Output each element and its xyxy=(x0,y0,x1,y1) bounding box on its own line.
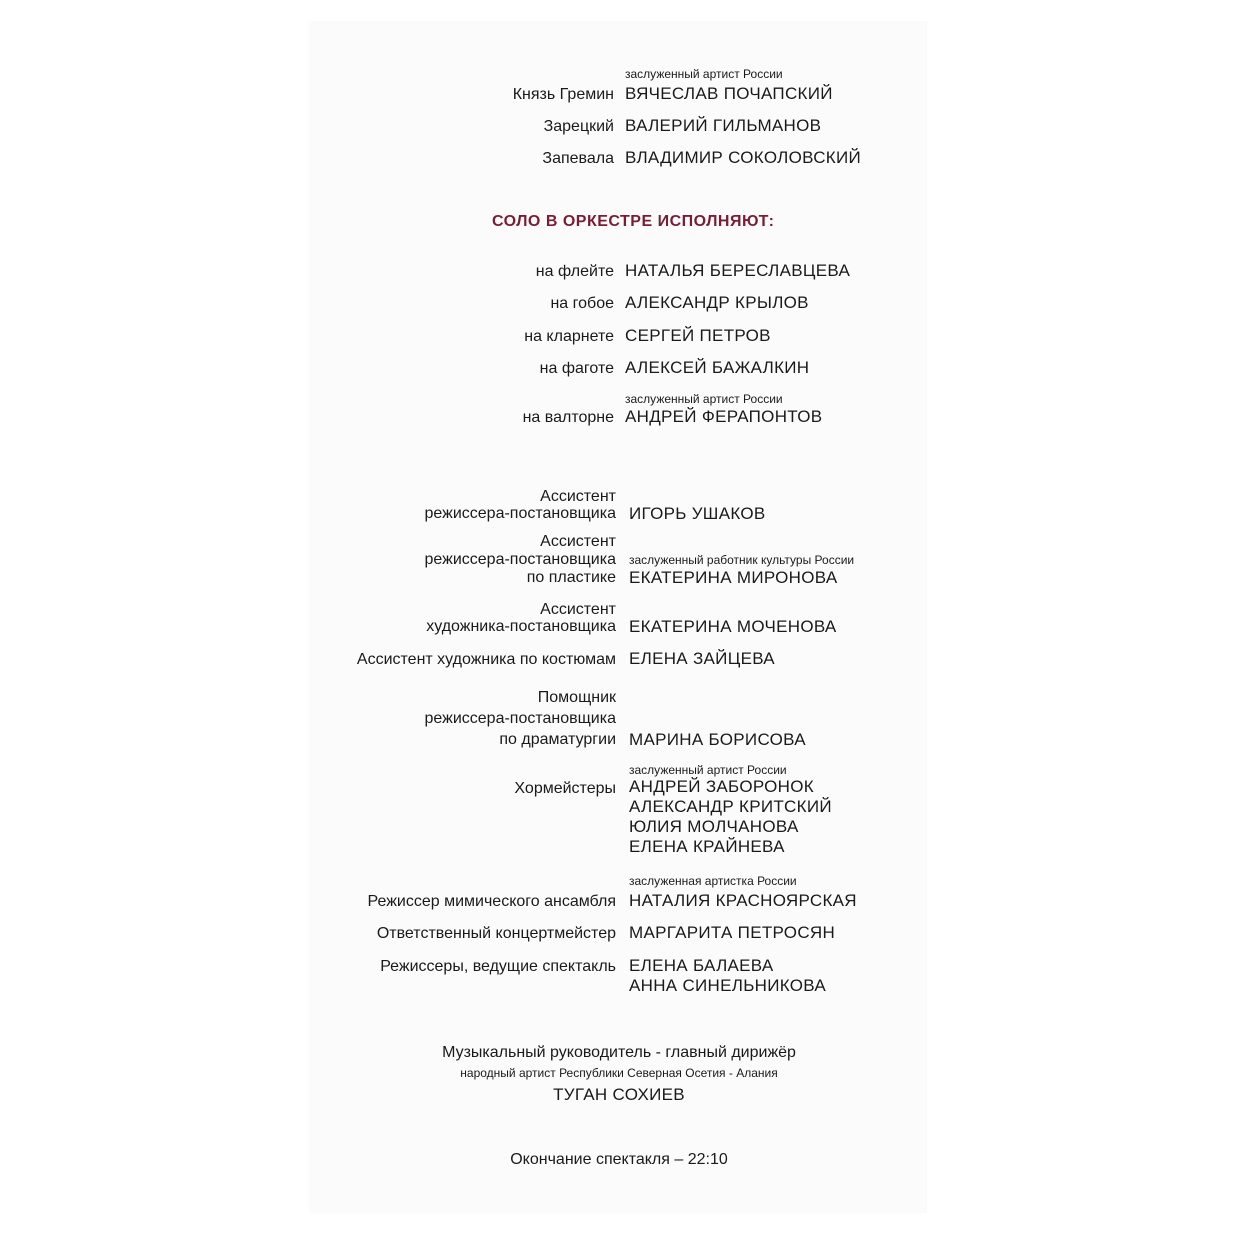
cast-role: Князь Гремин xyxy=(512,86,614,103)
crew-role xyxy=(425,687,616,750)
cast-role: Запевала xyxy=(542,150,614,167)
crew-name: АННА СИНЕЛЬНИКОВА xyxy=(629,976,827,995)
conductor-block xyxy=(319,1043,919,1107)
crew-role xyxy=(425,533,616,587)
crew-role xyxy=(368,892,616,912)
crew-role-line: художника-постановщика xyxy=(426,618,616,635)
crew-role-line: Ассистент xyxy=(540,533,616,550)
crew-role-line: Режиссеры, ведущие спектакль xyxy=(380,958,616,975)
crew-name: ЕКАТЕРИНА МОЧЕНОВА xyxy=(629,617,837,636)
crew-role-line: Ответственный концертмейстер xyxy=(376,925,616,942)
crew-role xyxy=(425,488,616,522)
soloist-name: СЕРГЕЙ ПЕТРОВ xyxy=(625,326,771,345)
crew-role xyxy=(357,650,616,670)
crew-role xyxy=(377,924,616,944)
soloist-role: на фаготе xyxy=(539,360,614,377)
soloist-role: на кларнете xyxy=(524,328,614,345)
conductor-name: ТУГАН СОХИЕВ xyxy=(553,1085,685,1104)
crew-name: ЕКАТЕРИНА МИРОНОВА xyxy=(629,568,838,587)
crew-name: АНДРЕЙ ЗАБОРОНОК xyxy=(629,777,814,796)
soloist-role: на гобое xyxy=(550,295,614,312)
crew-name: АЛЕКСАНДР КРИТСКИЙ xyxy=(629,797,832,816)
crew-role-line: режиссера-постановщика xyxy=(424,505,616,522)
conductor-title: народный артист Республики Северная Осетия - Алания xyxy=(460,1066,778,1080)
crew-role-line: Ассистент xyxy=(540,488,616,505)
soloists-heading: СОЛО В ОРКЕСТРЕ ИСПОЛНЯЮТ: xyxy=(492,213,775,230)
crew-role-line: Ассистент xyxy=(540,601,616,618)
crew-role-line: Помощник xyxy=(537,689,616,706)
crew-name: ЕЛЕНА ЗАЙЦЕВА xyxy=(629,649,775,668)
crew-role xyxy=(514,779,616,799)
cast-name: ВАЛЕРИЙ ГИЛЬМАНОВ xyxy=(625,116,822,135)
crew-names xyxy=(629,956,826,996)
crew-role-line: режиссера-постановщика xyxy=(424,710,616,727)
end-time: Окончание спектакля – 22:10 xyxy=(510,1151,728,1168)
crew-name: ЮЛИЯ МОЛЧАНОВА xyxy=(629,817,799,836)
conductor-position: Музыкальный руководитель - главный дирижёр xyxy=(442,1044,796,1061)
soloist-role: на флейте xyxy=(535,263,614,280)
cast-name: ВЯЧЕСЛАВ ПОЧАПСКИЙ xyxy=(625,84,833,103)
crew-name: НАТАЛИЯ КРАСНОЯРСКАЯ xyxy=(629,891,857,910)
cast-title: заслуженный артист России xyxy=(625,67,783,81)
crew-title: заслуженный артист России xyxy=(629,763,787,777)
crew-name: ЕЛЕНА БАЛАЕВА xyxy=(629,956,774,975)
soloist-title: заслуженный артист России xyxy=(625,392,783,406)
crew-role xyxy=(426,601,616,635)
crew-role-line: по пластике xyxy=(526,569,616,586)
crew-role xyxy=(380,957,616,977)
soloist-name: АЛЕКСАНДР КРЫЛОВ xyxy=(625,293,809,312)
crew-title: заслуженный работник культуры России xyxy=(629,553,855,567)
crew-name: МАРИНА БОРИСОВА xyxy=(629,730,806,749)
soloist-name: АЛЕКСЕЙ БАЖАЛКИН xyxy=(625,358,810,377)
crew-names xyxy=(629,777,832,857)
soloist-name: АНДРЕЙ ФЕРАПОНТОВ xyxy=(625,407,823,426)
crew-role-line: режиссера-постановщика xyxy=(424,551,616,568)
crew-role-line: Ассистент художника по костюмам xyxy=(356,651,616,668)
cast-role: Зарецкий xyxy=(543,118,614,135)
crew-title: заслуженная артистка России xyxy=(629,874,797,888)
crew-role-line: Режиссер мимического ансамбля xyxy=(367,893,616,910)
soloist-role: на валторне xyxy=(522,409,614,426)
crew-name: ИГОРЬ УШАКОВ xyxy=(629,504,766,523)
crew-name: МАРГАРИТА ПЕТРОСЯН xyxy=(629,923,836,942)
soloist-name: НАТАЛЬЯ БЕРЕСЛАВЦЕВА xyxy=(625,261,851,280)
crew-name: ЕЛЕНА КРАЙНЕВА xyxy=(629,837,785,856)
crew-role-line: по драматургии xyxy=(499,731,616,748)
crew-role-line: Хормейстеры xyxy=(514,780,616,797)
cast-name: ВЛАДИМИР СОКОЛОВСКИЙ xyxy=(625,148,862,167)
